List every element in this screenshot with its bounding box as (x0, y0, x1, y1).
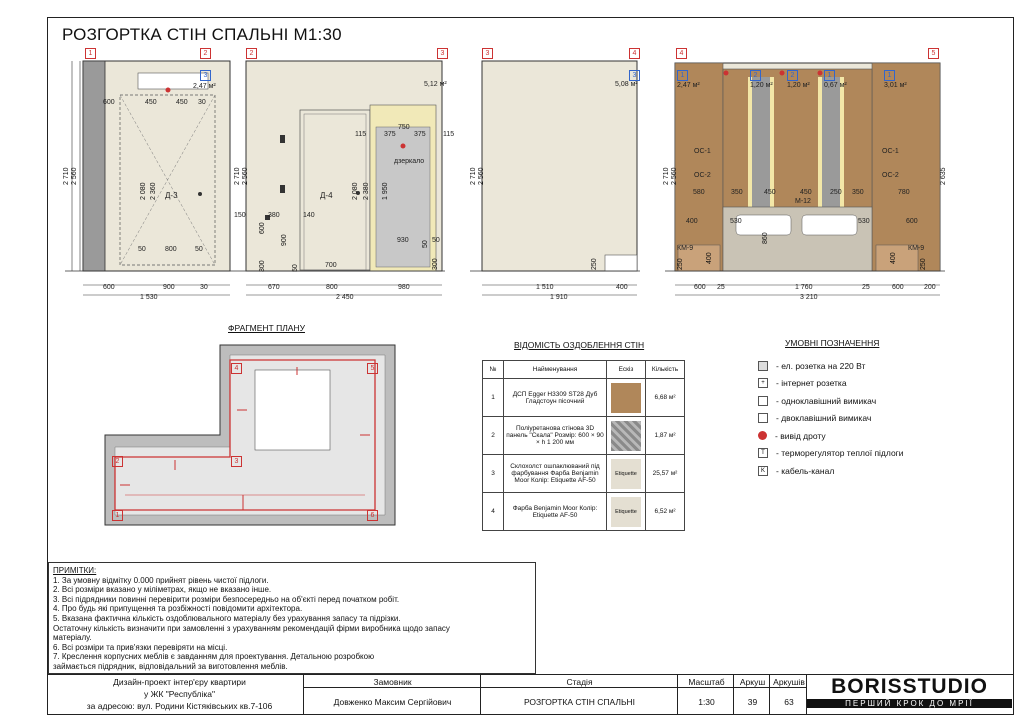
dim: 930 (397, 237, 409, 244)
cable-channel-icon: K (758, 466, 768, 476)
dim-height: 2 710 (663, 167, 670, 185)
legend-item (758, 427, 904, 445)
divider (303, 687, 806, 688)
plan-mark: 5 (367, 363, 378, 374)
wall-mark: 3 (437, 48, 448, 59)
studio-logo (807, 676, 1012, 713)
mirror-label: дзеркало (394, 158, 425, 165)
plan-mark: 2 (112, 456, 123, 467)
dim: 800 (165, 246, 177, 253)
dim: 50 (432, 237, 440, 244)
dim: 300 (432, 258, 439, 270)
sheets-header: Аркушів (773, 677, 805, 687)
table-row (483, 417, 685, 455)
legend-item (758, 357, 904, 375)
dim-height: 2 635 (940, 167, 947, 185)
plan-mark: 4 (231, 363, 242, 374)
row-number: 2 (483, 417, 504, 455)
project-line: за адресою: вул. Родини Кістяківських кв.7-106 (86, 701, 273, 711)
wall-area: 3,01 м² (884, 82, 907, 89)
row-number: 3 (483, 455, 504, 493)
stage-name: РОЗГОРТКА СТІН СПАЛЬНІ (523, 697, 636, 707)
fixture-label: М-12 (795, 198, 811, 205)
dim: 800 (326, 284, 338, 291)
dim: 580 (693, 189, 705, 196)
dim: 530 (858, 218, 870, 225)
finish-tag: 1 (824, 70, 835, 81)
door-label: Д-4 (320, 191, 333, 200)
stage-header: Стадія (566, 677, 593, 687)
dim-height: 2 560 (671, 167, 678, 185)
wall-mark: 1 (85, 48, 96, 59)
dim-height: 2 710 (234, 167, 241, 185)
dim: 250 (677, 258, 684, 270)
legend-label: - терморегулятор теплої підлоги (776, 448, 904, 459)
dim: 780 (898, 189, 910, 196)
legend-item (758, 392, 904, 410)
material-name: Поліуретанова стінова 3D панель "Скала" Розмір: 600 × 90 × h 1 200 мм (504, 417, 607, 455)
dim: 375 (384, 131, 396, 138)
fixture-label: КМ-9 (908, 245, 925, 252)
socket-icon (758, 361, 768, 371)
material-qty: 6,68 м² (646, 379, 685, 417)
dim: 1 510 (536, 284, 554, 291)
dim: 25 (862, 284, 870, 291)
wall-mark: 3 (482, 48, 493, 59)
client-name: Довженко Максим Сергійович (333, 697, 452, 707)
internet-socket-icon: + (758, 378, 768, 388)
wall-mark: 4 (676, 48, 687, 59)
thermostat-icon: T (758, 448, 768, 458)
elevation-drawing-4 (660, 55, 950, 305)
note-line: 5. Вказана фактична кількість оздоблювального матеріалу без урахування запасу та підрізки. (53, 613, 401, 623)
finish-tag: 2 (787, 70, 798, 81)
door-label: Д-3 (165, 191, 178, 200)
dim: 1 760 (795, 284, 813, 291)
dim: 250 (920, 258, 927, 270)
legend (758, 357, 904, 480)
wall-area: 1,20 м² (787, 82, 810, 89)
finish-tag: 1 (884, 70, 895, 81)
dim: 450 (764, 189, 776, 196)
wall-area: 5,08 м² (615, 81, 638, 88)
wall-mark: 2 (200, 48, 211, 59)
note-line: 6. Всі розміри та прив'язки перевіряти на місці. (53, 642, 228, 652)
elevation-drawing-1 (60, 55, 240, 305)
divider (480, 674, 481, 715)
dim: 30 (198, 99, 206, 106)
sheet-value: 39 (747, 697, 758, 707)
dim: 670 (268, 284, 280, 291)
legend-label: - кабель-канал (776, 465, 835, 476)
dim-total: 1 530 (140, 294, 158, 301)
dim: 50 (292, 264, 299, 272)
dim: 400 (890, 252, 897, 264)
plan-fragment (95, 335, 405, 540)
scale-header: Масштаб (688, 677, 725, 687)
sheets-value: 63 (784, 697, 794, 707)
wall-mark: 2 (246, 48, 257, 59)
material-swatch (611, 421, 641, 451)
dim: 450 (176, 99, 188, 106)
double-switch-icon (758, 413, 768, 423)
dim-height: 2 710 (470, 167, 477, 185)
col-header: Найменування (504, 361, 607, 379)
divider (303, 674, 304, 715)
dim: 2 380 (363, 182, 370, 200)
col-header: Кількість (646, 361, 685, 379)
notes-title: ПРИМІТКИ: (53, 566, 97, 575)
note-line: 4. Про будь які припущення та розбіжності повідомити архітектора. (53, 604, 303, 614)
notes-box (48, 562, 536, 674)
finish-tag: 3 (200, 70, 211, 81)
dim: 980 (398, 284, 410, 291)
dim-height: 2 560 (71, 167, 78, 185)
fixture-label: ОС-2 (694, 172, 711, 179)
row-number: 1 (483, 379, 504, 417)
legend-item (758, 410, 904, 428)
dim-height: 2 560 (242, 167, 249, 185)
dim: 150 (234, 212, 246, 219)
project-line: Дизайн-проект інтер'єру квартири (113, 677, 246, 687)
legend-item (758, 462, 904, 480)
dim: 50 (422, 240, 429, 248)
note-line: 2. Всі розміри вказано у міліметрах, якщо не вказано інше. (53, 585, 272, 595)
dim: 200 (924, 284, 936, 291)
wall-area: 0,67 м² (824, 82, 847, 89)
wall-area: 5,12 м² (424, 81, 447, 88)
finish-tag: 2 (750, 70, 761, 81)
dim: 300 (259, 260, 266, 272)
dim: 350 (852, 189, 864, 196)
dim-total: 3 210 (800, 294, 818, 301)
client-header: Замовник (373, 677, 412, 687)
dim: 900 (163, 284, 175, 291)
sheet-header: Аркуш (739, 677, 766, 687)
dim-total: 2 450 (336, 294, 354, 301)
logo-slogan: ПЕРШИЙ КРОК ДО МРІЇ (807, 699, 1012, 708)
dim: 900 (281, 234, 288, 246)
material-name: Фарба Benjamin Moor Колір: Etiquette AF-50 (504, 493, 607, 531)
dim: 2 080 (352, 182, 359, 200)
dim: 375 (414, 131, 426, 138)
legend-label: - двоклавішний вимикач (776, 413, 872, 424)
dim: 50 (138, 246, 146, 253)
plan-mark: 1 (112, 510, 123, 521)
dim: 600 (906, 218, 918, 225)
wall-mark: 4 (629, 48, 640, 59)
table-row (483, 455, 685, 493)
legend-label: - вивід дроту (775, 430, 826, 441)
dim: 400 (706, 252, 713, 264)
dim: 700 (325, 262, 337, 269)
material-swatch (611, 383, 641, 413)
divider (769, 674, 770, 715)
wall-area: 2,47 м² (193, 83, 216, 90)
fixture-label: ОС-1 (882, 148, 899, 155)
dim: 860 (762, 232, 769, 244)
dim: 380 (268, 212, 280, 219)
project-line: у ЖК "Республіка" (144, 689, 215, 699)
legend-label: - одноклавішний вимикач (776, 395, 877, 406)
legend-item (758, 445, 904, 463)
finish-tag: 3 (629, 70, 640, 81)
legend-title: УМОВНІ ПОЗНАЧЕННЯ (785, 338, 880, 348)
note-line: займається підрядник, відповідальний за виготовлення меблів. (53, 661, 288, 671)
dim-height: 2 710 (63, 167, 70, 185)
material-swatch: Etiquette (611, 497, 641, 527)
dim-height: 2 560 (478, 167, 485, 185)
material-qty: 1,87 м² (646, 417, 685, 455)
fixture-label: ОС-1 (694, 148, 711, 155)
wall-area: 2,47 м² (677, 82, 700, 89)
finish-tag: 1 (677, 70, 688, 81)
plan-mark: 6 (367, 510, 378, 521)
dim: 25 (717, 284, 725, 291)
divider (733, 674, 734, 715)
dim: 115 (443, 131, 455, 138)
dim: 2 080 (140, 182, 147, 200)
fixture-label: КМ-9 (677, 245, 694, 252)
divider (677, 674, 678, 715)
dim: 750 (398, 124, 410, 131)
dim: 350 (731, 189, 743, 196)
dim: 450 (800, 189, 812, 196)
material-name: ДСП Egger H3309 ST28 Дуб Гладстоун пісочний (504, 379, 607, 417)
dim: 1 950 (382, 182, 389, 200)
dim: 140 (303, 212, 315, 219)
wall-mark: 5 (928, 48, 939, 59)
fixture-label: ОС-2 (882, 172, 899, 179)
legend-label: - інтернет розетка (776, 378, 847, 389)
dim: 600 (892, 284, 904, 291)
dim: 600 (259, 222, 266, 234)
note-line: матеріалу. (53, 633, 92, 643)
page-title: РОЗГОРТКА СТІН СПАЛЬНІ М1:30 (62, 25, 342, 44)
dim: 600 (694, 284, 706, 291)
elevation-drawing-3 (465, 55, 645, 305)
single-switch-icon (758, 396, 768, 406)
wire-outlet-icon (758, 431, 767, 440)
note-line: 7. Креслення корпусних меблів є завданням для проектування. Детальною розробкою (53, 652, 375, 662)
note-line: 3. Всі підрядники повинні перевірити розміри безпосередньо на об'єкті перед початком робіт. (53, 594, 400, 604)
plan-mark: 3 (231, 456, 242, 467)
material-name: Склохолст ошпаклюваний під фарбування Фарба Benjamin Moor Колір: Etiquette AF-50 (504, 455, 607, 493)
dim: 400 (616, 284, 628, 291)
note-line: 1. За умовну відмітку 0.000 прийнят рівень чистої підлоги. (53, 575, 269, 585)
dim: 400 (686, 218, 698, 225)
note-line: Остаточну кількість визначити при замовленні з урахуванням рекомендацій фірми виробника щодо запасу (53, 623, 450, 633)
col-header: № (483, 361, 504, 379)
dim: 530 (730, 218, 742, 225)
material-swatch: Etiquette (611, 459, 641, 489)
row-number: 4 (483, 493, 504, 531)
plan-title: ФРАГМЕНТ ПЛАНУ (228, 323, 305, 333)
legend-item (758, 375, 904, 393)
table-row (483, 493, 685, 531)
table-row (483, 379, 685, 417)
dim-total: 1 910 (550, 294, 568, 301)
dim: 600 (103, 99, 115, 106)
dim: 600 (103, 284, 115, 291)
finishes-title: ВІДОМІСТЬ ОЗДОБЛЕННЯ СТІН (514, 340, 645, 350)
material-qty: 25,57 м² (646, 455, 685, 493)
dim: 30 (200, 284, 208, 291)
dim: 250 (591, 258, 598, 270)
legend-label: - ел. розетка на 220 Вт (776, 360, 866, 371)
col-header: Ескіз (607, 361, 646, 379)
dim: 450 (145, 99, 157, 106)
scale-value: 1:30 (698, 697, 715, 707)
dim: 250 (830, 189, 842, 196)
logo-text: BORISSTUDIO (831, 675, 988, 698)
finishes-table (482, 360, 685, 531)
dim: 2 360 (150, 182, 157, 200)
dim: 115 (355, 131, 367, 138)
material-qty: 6,52 м² (646, 493, 685, 531)
dim: 50 (195, 246, 203, 253)
wall-area: 1,20 м² (750, 82, 773, 89)
